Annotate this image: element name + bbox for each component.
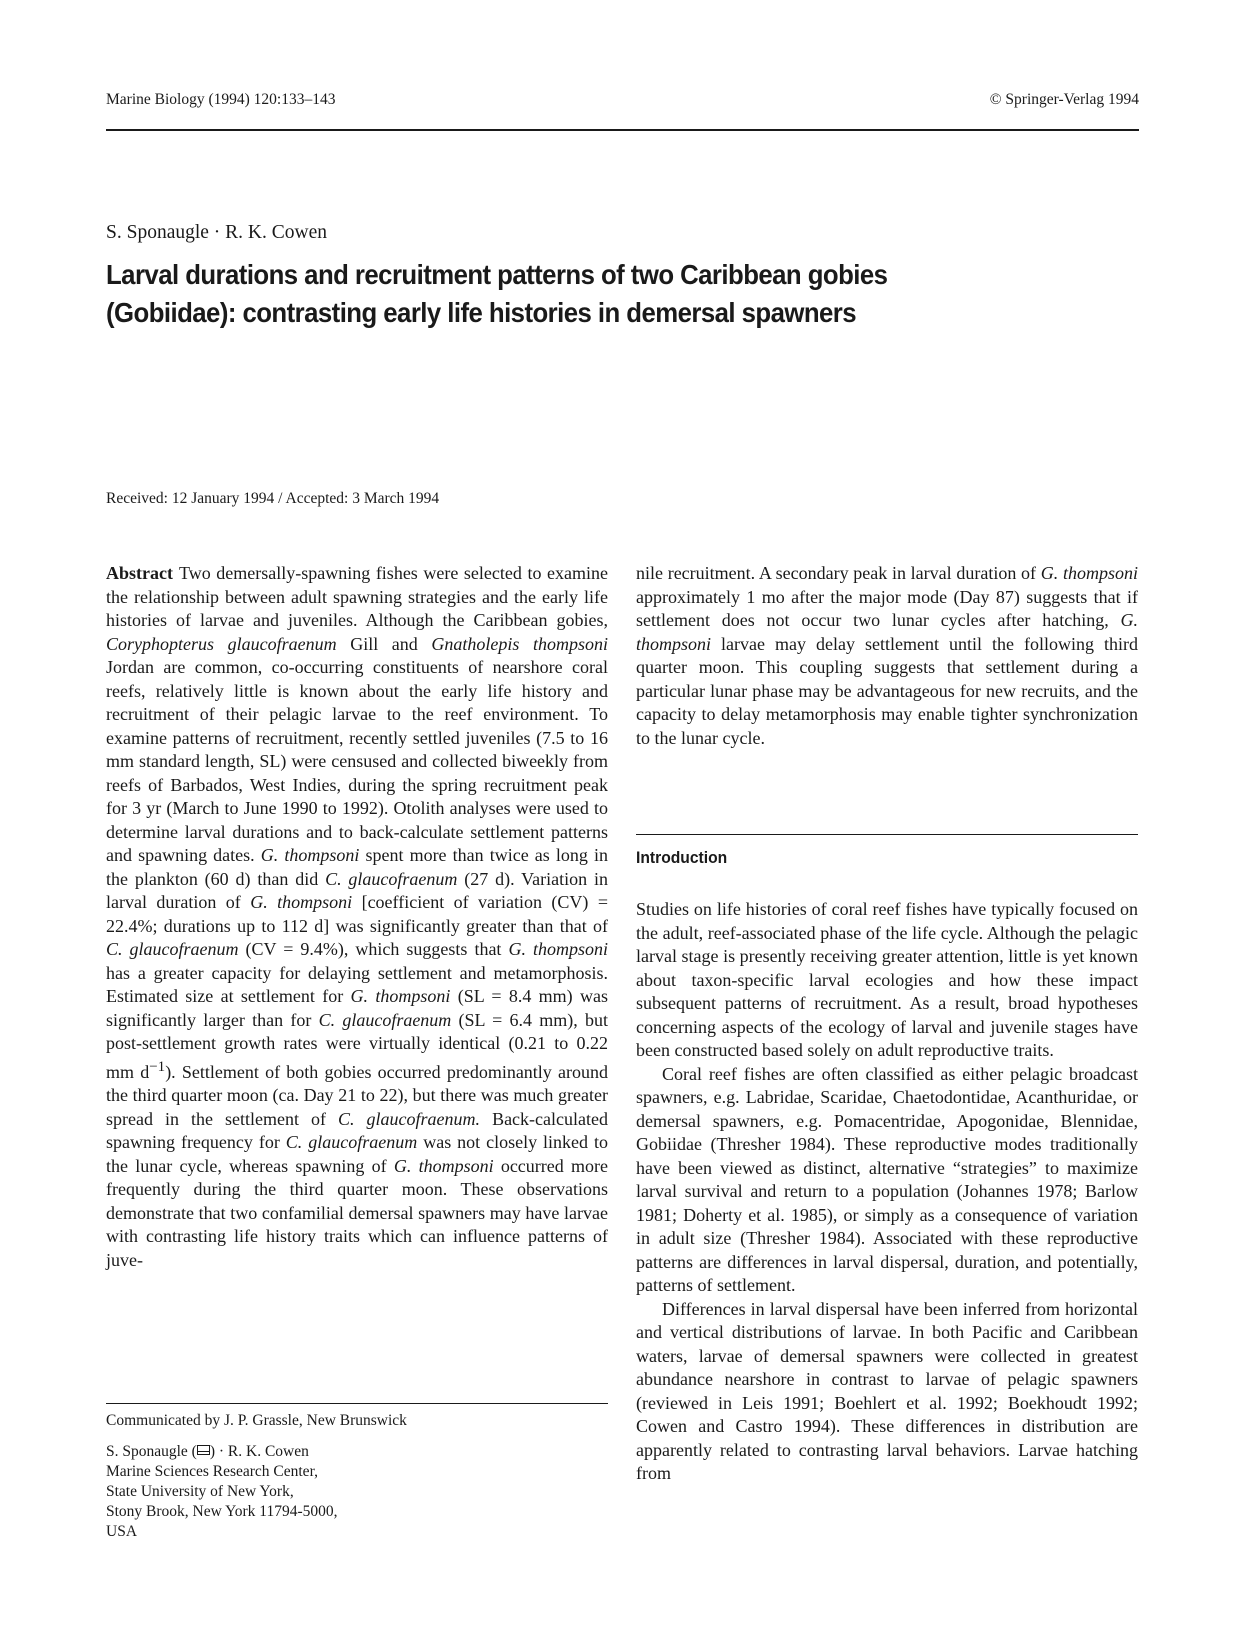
header-rule xyxy=(106,129,1139,131)
address-line: State University of New York, xyxy=(106,1483,294,1500)
abstract-text: ). Settlement of both gobies occurred predominantly around the third quarter moon (ca. Day 21 to 22), but there was much greater spread in the settlement of xyxy=(106,1061,608,1129)
abstract-text: (SL = 6.4 mm), but post-settlement growth rates were virtually identical (0.21 to 0.22 mm d xyxy=(106,1009,608,1082)
author-text: ) · R. K. Cowen xyxy=(209,1443,309,1460)
species-name: G. thompsoni xyxy=(1040,563,1138,583)
abstract-text: spent more than twice as long in the plankton (60 d) than did xyxy=(106,845,608,889)
communicated-by: Communicated by J. P. Grassle, New Brunswick xyxy=(106,1412,407,1429)
abstract-text: nile recruitment. A secondary peak in larval duration of xyxy=(636,563,1041,583)
species-name: G. thompsoni xyxy=(260,845,360,865)
abstract-text: was not closely linked to the lunar cycle, whereas spawning of xyxy=(106,1132,608,1176)
superscript: −1 xyxy=(149,1058,166,1075)
abstract-text: (27 d). Variation in larval duration of xyxy=(106,868,608,912)
journal-citation: Marine Biology (1994) 120:133–143 xyxy=(106,91,336,108)
author-text: S. Sponaugle ( xyxy=(106,1443,197,1460)
abstract-text: occurred more frequently during the third quarter moon. These observations demonstrate that two confamilial demersal spawners may have larvae with contrasting life history traits which can influence patterns of juve- xyxy=(106,1155,608,1270)
abstract-text: Back-calculated spawning frequency for xyxy=(106,1108,608,1152)
paragraph: Studies on life histories of coral reef fishes have typically focused on the adult, reef-associated phase of the life cycle. Although the pelagic larval stage is presently receiving greater attention, little is yet known about taxon-specific larval ecologies and how these impact subsequent patterns of recruitment. As a result, broad hypotheses concerning aspects of the ecology of larval and juvenile stages have been constructed based solely on adult reproductive traits. xyxy=(636,899,1138,1060)
footnote-rule xyxy=(106,1403,608,1404)
introduction-body xyxy=(636,898,1138,1486)
species-name: Coryphopterus glaucofraenum xyxy=(106,633,337,654)
address-line: Marine Sciences Research Center, xyxy=(106,1463,318,1480)
abstract-text: has a greater capacity for delaying settlement and metamorphosis. Estimated size at settlement for xyxy=(106,962,608,1006)
species-name: Gnatholepis thompsoni xyxy=(431,633,608,654)
species-name: G. thompsoni xyxy=(508,939,608,959)
species-name: C. glaucofraenum xyxy=(285,1132,418,1152)
species-name: G. thompsoni xyxy=(250,892,353,912)
abstract-text: Jordan are common, co-occurring constituents of nearshore coral reefs, relatively little is known about the early life history and recruitment of their pelagic larvae to the reef environment. To examine patterns of recruitment, recently settled juveniles (7.5 to 16 mm standard length, SL) were censused and collected biweekly from reefs of Barbados, West Indies, during the spring recruitment peak for 3 yr (March to June 1990 to 1992). Otolith analyses were used to determine larval durations and to back-calculate settlement patterns and spawning dates. xyxy=(106,657,608,865)
authors: S. Sponaugle · R. K. Cowen xyxy=(106,222,327,243)
envelope-icon xyxy=(197,1445,210,1455)
introduction-heading: Introduction xyxy=(636,848,728,867)
corresponding-authors xyxy=(106,1442,338,1462)
species-name: C. glaucofraenum xyxy=(325,868,458,889)
abstract-text: approximately 1 mo after the major mode (Day 87) suggests that if settlement does not occur two lunar cycles after hatching, xyxy=(636,586,1138,630)
species-name: G. thompsoni xyxy=(393,1155,494,1176)
title-line-2: (Gobiidae): contrasting early life histories in demersal spawners xyxy=(106,297,857,328)
species-name: C. glaucofraenum xyxy=(106,939,239,959)
abstract-text: (CV = 9.4%), which suggests that xyxy=(238,939,509,959)
species-name: G. thompsoni xyxy=(636,610,1138,654)
abstract-text: larvae may delay settlement until the following third quarter moon. This coupling suggests that settlement during a particular lunar phase may be advantageous for new recruits, and the capacity to delay metamorphosis may enable tighter synchronization to the lunar cycle. xyxy=(636,633,1138,748)
abstract xyxy=(106,562,608,1272)
publisher-copyright: © Springer-Verlag 1994 xyxy=(989,91,1139,108)
abstract-text: Gill and xyxy=(336,633,432,654)
abstract-heading: Abstract xyxy=(106,563,173,583)
species-name: G. thompsoni xyxy=(350,986,451,1006)
abstract-text: (SL = 8.4 mm) was significantly larger than for xyxy=(106,986,608,1030)
article-title xyxy=(106,256,1146,332)
received-accepted-dates: Received: 12 January 1994 / Accepted: 3 March 1994 xyxy=(106,490,440,507)
abstract-text: [coefficient of variation (CV) = 22.4%; durations up to 112 d] was significantly greater than that of xyxy=(106,892,608,936)
paragraph: Coral reef fishes are often classified as either pelagic broadcast spawners, e.g. Labridae, Scaridae, Chaetodontidae, Acanthuridae, or demersal spawners, e.g. Pomacentridae, Apogonidae, Blennidae, Gobiidae (Thresher 1984). These reproductive modes traditionally have been viewed as distinct, alternative “strategies” to maximize larval survival and return to a population (Johannes 1978; Barlow 1981; Doherty et al. 1985), or simply as a consequence of variation in adult size (Thresher 1984). Associated with these reproductive patterns are differences in larval dispersal, duration, and potentially, patterns of settlement. xyxy=(636,1063,1138,1295)
address-line: Stony Brook, New York 11794-5000, xyxy=(106,1503,338,1520)
species-name: C. glaucofraenum xyxy=(318,1009,452,1030)
address-line: USA xyxy=(106,1523,138,1540)
paragraph: Differences in larval dispersal have been inferred from horizontal and vertical distributions of larvae. In both Pacific and Caribbean waters, larvae of demersal spawners were collected in greatest abundance nearshore in contrast to larvae of pelagic spawners (reviewed in Leis 1991; Boehlert et al. 1992; Boekhoudt 1992; Cowen and Castro 1994). These differences in distribution are apparently related to contrasting larval behaviors. Larvae hatching from xyxy=(636,1298,1138,1483)
author-affiliation xyxy=(106,1442,338,1542)
abstract-continued xyxy=(636,562,1138,750)
species-name: C. glaucofraenum. xyxy=(338,1108,481,1129)
title-line-1: Larval durations and recruitment patterns of two Caribbean gobies xyxy=(106,259,888,290)
section-rule xyxy=(636,834,1138,835)
abstract-text: Two demersally-spawning fishes were selected to examine the relationship between adult spawning strategies and the early life histories of larvae and juveniles. Although the Caribbean gobies, xyxy=(106,563,608,630)
